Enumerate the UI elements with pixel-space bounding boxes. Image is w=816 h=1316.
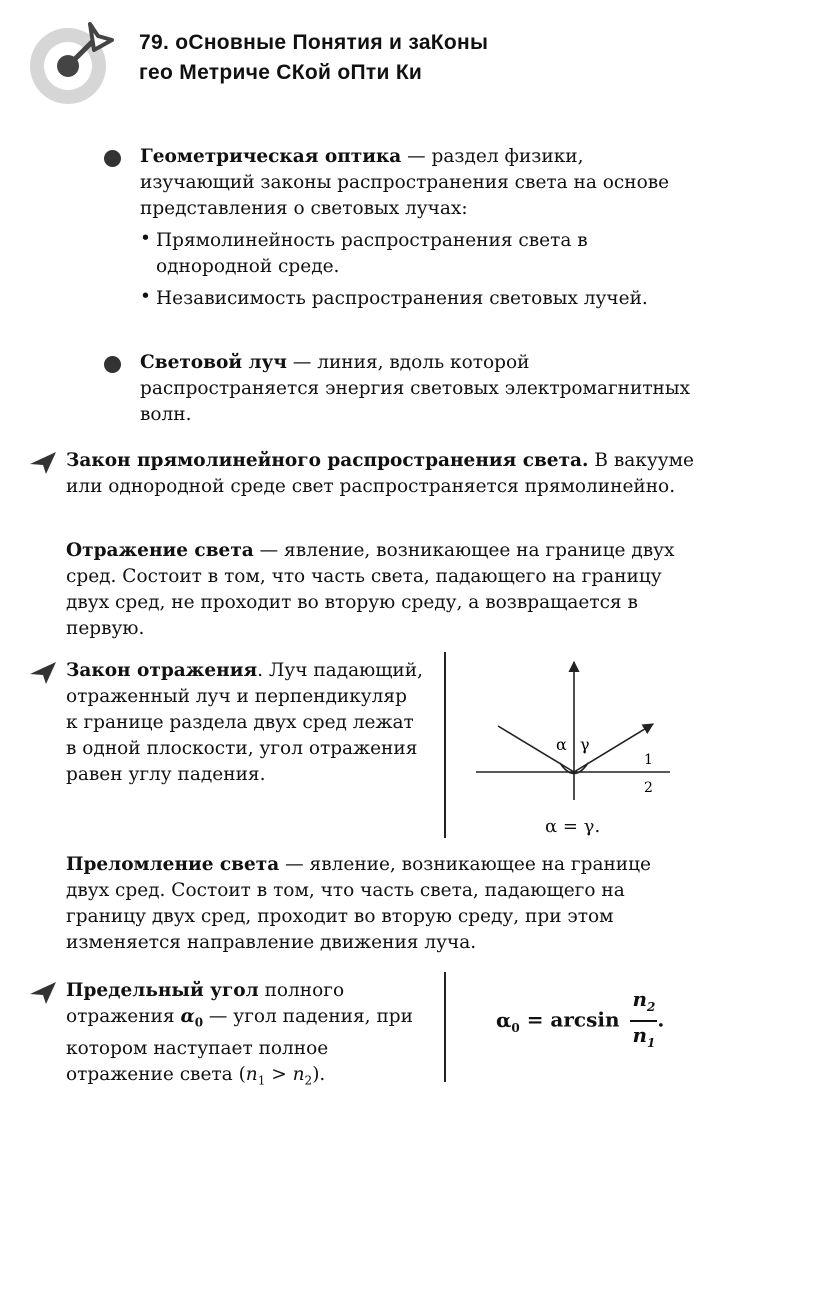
reflection-diagram <box>470 652 680 842</box>
limit-angle-formula <box>496 986 664 1056</box>
definition-body: — явление, возникающее на границе двух сред. Состоит в том, что часть света, падающего на границу двух сред, проходит во вторую среду, при этом изменяется направление движения луча. <box>66 854 651 953</box>
list-item: • Прямолинейность распространения света в однородной среде. <box>140 228 694 280</box>
law-reflection <box>28 658 423 788</box>
law-text <box>66 658 423 788</box>
law-body: . Луч падающий, отраженный луч и перпендикуляр к границе раздела двух сред лежат в одной плоскости, угол отражения равен углу падения. <box>66 660 423 785</box>
column-divider <box>444 652 446 838</box>
reflection-definition <box>66 538 690 642</box>
definition-light-ray <box>104 350 694 428</box>
law-body-a: полного отражения <box>66 980 345 1027</box>
formula-lhs: $\alpha_0$ <box>496 1007 520 1035</box>
n2-subscript: 2 <box>304 1073 313 1088</box>
law-body-b: — угол падения, при котором наступает полное отражение света ( <box>66 1006 413 1085</box>
definition-term: Геометрическая оптика <box>140 146 402 167</box>
property-list <box>140 228 694 312</box>
definition-body: — явление, возникающее на границе двух сред. Состоит в том, что часть света, падающего на границу двух сред, не проходит во вторую среду, а возвращается в первую. <box>66 540 675 639</box>
definition-text <box>140 144 694 222</box>
law-term: Предельный угол <box>66 980 259 1001</box>
n1-subscript: 1 <box>257 1073 266 1088</box>
alpha-label: α <box>556 735 567 754</box>
gt-sign: > <box>265 1063 293 1085</box>
medium-2-label: 2 <box>644 780 653 796</box>
law-text <box>66 978 423 1093</box>
definition-body: — раздел физики, изучающий законы распространения света на основе представления о световых лучах: <box>140 146 670 219</box>
definition-term: Отражение света <box>66 540 254 561</box>
definition-term: Преломление света <box>66 854 280 875</box>
limit-angle-definition <box>28 978 423 1093</box>
formula-numerator: $n_2$ <box>630 986 657 1022</box>
bullet-dot-icon <box>104 150 121 167</box>
law-term: Закон прямолинейного распространения света. <box>66 450 589 471</box>
formula-arcsin: = arcsin <box>519 1007 620 1032</box>
definition-geometric-optics <box>104 144 694 318</box>
law-straight-propagation <box>28 448 698 500</box>
law-term: Закон отражения <box>66 660 258 681</box>
gamma-label: γ <box>580 735 590 754</box>
target-arrow-icon <box>28 20 118 110</box>
definition-body: — линия, вдоль которой распространяется энергия световых электромагнитных волн. <box>140 352 691 425</box>
title-line-2: гео Метриче СКой оПти Ки <box>139 61 423 84</box>
n1-symbol: n <box>245 1063 258 1085</box>
page-title <box>139 28 488 88</box>
alpha-symbol: $\alpha_0$ <box>180 1006 204 1030</box>
law-body-c: ). <box>312 1063 326 1085</box>
formula-period: . <box>657 1007 665 1032</box>
law-text <box>66 448 698 500</box>
definition-text <box>140 350 694 428</box>
page-header <box>28 20 788 110</box>
refraction-definition <box>66 852 690 956</box>
bullet-dot-icon <box>104 356 121 373</box>
title-line-1: 79. оСновные Понятия и заКоны <box>139 31 489 54</box>
list-item: • Независимость распространения световых лучей. <box>140 286 694 312</box>
column-divider <box>444 972 446 1082</box>
pointer-arrow-icon <box>28 660 58 686</box>
diagram-caption: α = γ. <box>545 816 601 837</box>
medium-1-label: 1 <box>644 752 653 768</box>
formula-fraction <box>630 986 657 1056</box>
pointer-arrow-icon <box>28 450 58 476</box>
law-body: В вакууме или однородной среде свет распространяется прямолинейно. <box>66 450 694 497</box>
pointer-arrow-icon <box>28 980 58 1006</box>
n2-symbol: n <box>292 1063 305 1085</box>
formula-denominator: $n_1$ <box>632 1023 656 1050</box>
definition-term: Световой луч <box>140 352 287 373</box>
